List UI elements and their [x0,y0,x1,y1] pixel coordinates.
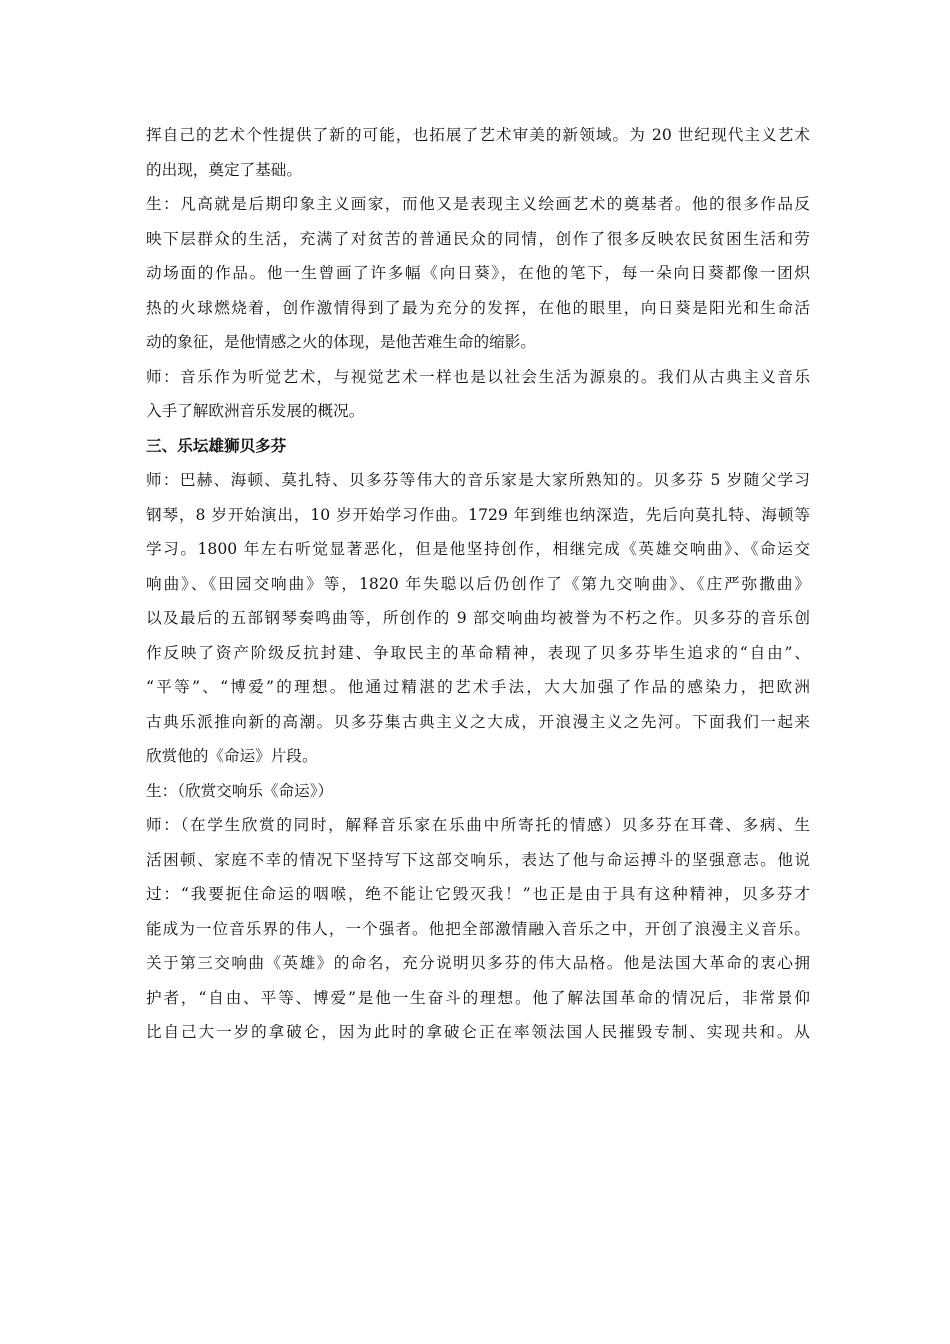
text-line: 活困顿、家庭不幸的情况下坚持写下这部交响乐，表达了他与命运搏斗的坚强意志。他说 [146,850,810,869]
text-line: 师：（在学生欣赏的同时，解释音乐家在乐曲中所寄托的情感）贝多芬在耳聋、多病、生 [146,816,810,834]
text-line: 学习。1800 年左右听觉显著恶化，但是他坚持创作，相继完成《英雄交响曲》、《命运交 [146,540,810,558]
text-line: 钢琴，8 岁开始演出，10 岁开始学习作曲。1729 年到维也纳深造，先后向莫扎特、海顿等 [146,505,810,524]
text-line: 关于第三交响曲《英雄》的命名，充分说明贝多芬的伟大品格。他是法国大革命的衷心拥 [146,954,810,972]
text-line: 响曲》、《田园交响曲》等，1820 年失聪以后仍创作了《第九交响曲》、《庄严弥撒曲》 [146,574,810,593]
text-line: 比自己大一岁的拿破仑，因为此时的拿破仑正在率领法国人民摧毁专制、实现共和。从 [146,1023,810,1041]
text-line: 护者，“自由、平等、博爱”是他一生奋斗的理想。他了解法国革命的情况后，非常景仰 [146,988,810,1007]
text-line: 古典乐派推向新的高潮。贝多芬集古典主义之大成，开浪漫主义之先河。下面我们一起来 [146,712,810,731]
text-line: 欣赏他的《命运》片段。 [146,747,318,765]
text-line: 挥自己的艺术个性提供了新的可能，也拓展了艺术审美的新领域。为 20 世纪现代主义艺术 [146,126,810,144]
document-page [146,118,810,1050]
text-line: 映下层群众的生活，充满了对贫苦的普通民众的同情，创作了很多反映农民贫困生活和劳 [146,229,810,248]
text-line: 以及最后的五部钢琴奏鸣曲等，所创作的 9 部交响曲均被誉为不朽之作。贝多芬的音乐创 [146,609,810,627]
text-line: 动的象征，是他情感之火的体现，是他苦难生命的缩影。 [146,333,536,351]
text-line: 作反映了资产阶级反抗封建、争取民主的革命精神，表现了贝多芬毕生追求的“自由”、 [146,643,810,662]
text-line: 入手了解欧洲音乐发展的概况。 [146,402,365,420]
text-line: 师：音乐作为听觉艺术，与视觉艺术一样也是以社会生活为源泉的。我们从古典主义音乐 [146,367,810,386]
text-line: 动场面的作品。他一生曾画了许多幅《向日葵》，在他的笔下，每一朵向日葵都像一团炽 [146,264,810,282]
text-line: 能成为一位音乐界的伟人，一个强者。他把全部激情融入音乐之中，开创了浪漫主义音乐。 [146,919,810,938]
text-line: 师：巴赫、海顿、莫扎特、贝多芬等伟大的音乐家是大家所熟知的。贝多芬 5 岁随父学习 [146,471,810,489]
text-line: 生：凡高就是后期印象主义画家，而他又是表现主义绘画艺术的奠基者。他的很多作品反 [146,195,810,213]
text-line: 热的火球燃烧着，创作激情得到了最为充分的发挥，在他的眼里，向日葵是阳光和生命活 [146,298,810,317]
text-line: “平等”、“博爱”的理想。他通过精湛的艺术手法，大大加强了作品的感染力，把欧洲 [146,678,810,696]
text-line: 生：（欣赏交响乐《命运》） [146,781,334,800]
section-heading: 三、乐坛雄狮贝多芬 [146,436,287,455]
text-line: 的出现，奠定了基础。 [146,160,302,179]
text-line: 过：“我要扼住命运的咽喉，绝不能让它毁灭我！”也正是由于具有这种精神，贝多芬才 [146,885,810,903]
